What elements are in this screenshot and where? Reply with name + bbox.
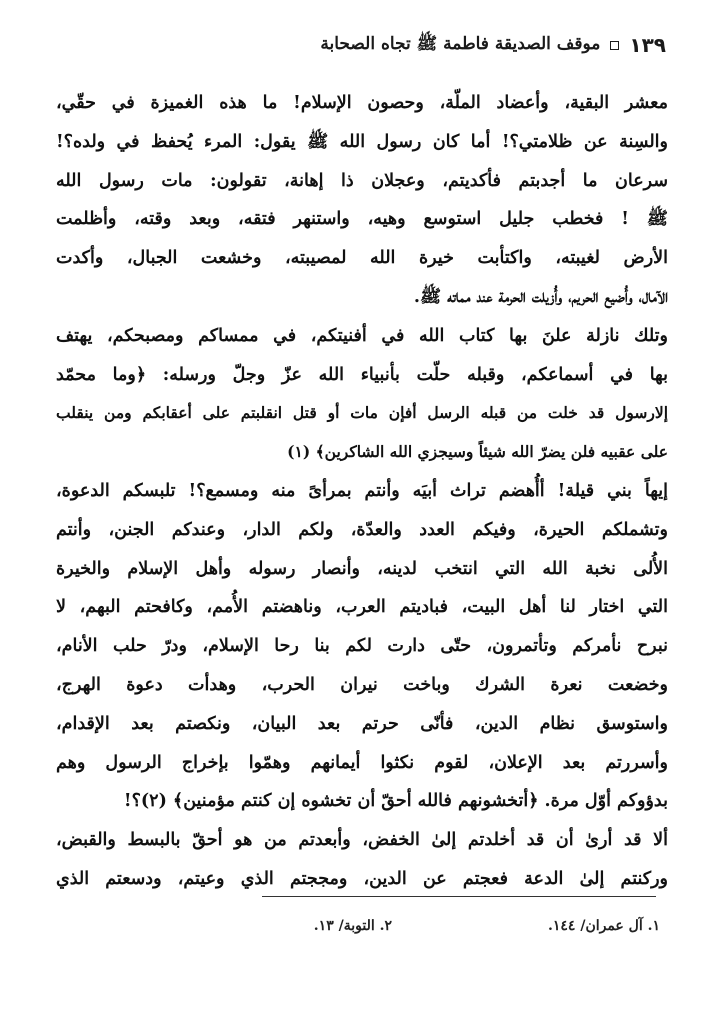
text-line: وتلك نازلة علنَ بها كتاب الله في أفنيتكم، في ممساكم ومصبحكم، يهتف <box>56 325 668 346</box>
square-separator-icon <box>610 41 619 50</box>
text-line: ألا قد أرىٰ أن قد أخلدتم إلىٰ الخفض، وأبعدتم من هو أحقّ بالبسط والقبض، <box>56 830 668 851</box>
text-line: الأرض لغيبته، واكتأبت خيرة الله لمصيبته، وخشعت الجبال، وأكدت <box>56 248 668 269</box>
text-line: بها في أسماعكم، وقبله حلّت بأنبياء الله عزّ وجلّ ورسله: ﴿وما محمّد <box>56 364 668 385</box>
text-line: إيهاً بني قيلة! أأُهضم تراث أبيَه وأنتم بمرأىً منه ومسمع؟! تلبسكم الدعوة، <box>56 480 668 501</box>
header-title: موقف الصديقة فاطمة ﷺ تجاه الصحابة <box>320 33 601 54</box>
text-line: نبرح نأمركم وتأتمرون، حتّى دارت لكم بنا رحا الإسلام، ودرّ حلب الأنام، <box>56 636 668 657</box>
body-text <box>56 84 668 899</box>
page-number: ١٣٩ <box>629 33 666 57</box>
text-line: الأُلى نخبة الله التي انتخب لدينه، وأنصار رسوله وأهل الإسلام والخيرة <box>56 558 668 579</box>
text-line: والسِنة عن ظلامتي؟! أما كان رسول الله ﷺ يقول: المرء يُحفظ في ولده؟! <box>56 131 668 152</box>
text-line: وركنتم إلىٰ الدعة فعجتم عن الدين، ومججتم الذي وعيتم، ودسعتم الذي <box>56 868 668 889</box>
text-line: واستوسق نظام الدين، فأنّى حرتم بعد البيان، ونكصتم بعد الإقدام، <box>56 713 668 734</box>
footnote-2: ٢. التوبة/ ١٣. <box>313 918 392 934</box>
footnotes <box>60 918 660 942</box>
footnote-divider <box>262 896 656 897</box>
text-line: وتشملكم الحيرة، وفيكم العدد والعدّة، ولكم الدار، وعندكم الجنن، وأنتم <box>56 519 668 540</box>
quran-verse-line: إلارسول قد خلت من قبله الرسل أفإن مات أو قتل انقلبتم على أعقابكم ومن ينقلب <box>56 403 668 423</box>
text-line: سرعان ما أجدبتم فأكديتم، وعجلان ذا إهانة، تقولون: مات رسول الله <box>56 170 668 191</box>
text-line: وخضعت نعرة الشرك وباخت نيران الحرب، وهدأت دعوة الهرج، <box>56 674 668 695</box>
text-line: بدؤوكم أوّل مرة. ﴿أتخشونهم فالله أحقّ أن تخشوه إن كنتم مؤمنين﴾ (٢)؟! <box>123 791 668 812</box>
text-line: الآمال، وأُضيع الحريم، وأُزيلت الحرمة عند مماته ﷺ. <box>413 286 668 307</box>
text-line: وأسررتم بعد الإعلان، لقوم نكثوا أيمانهم وهمّوا بإخراج الرسول وهم <box>56 752 668 773</box>
text-line: التي اختار لنا أهل البيت، فباديتم العرب، وناهضتم الأُمم، وكافحتم البهم، لا <box>56 597 668 618</box>
running-header <box>60 28 666 62</box>
text-line: معشر البقية، وأعضاد الملّة، وحصون الإسلام! ما هذه الغميزة في حقّي، <box>56 93 668 113</box>
text-line: ﷺ ! فخطب جليل استوسع وهيه، واستنهر فتقه، وبعد وقته، وأظلمت <box>56 209 668 230</box>
quran-verse-line: على عقبيه فلن يضرّ الله شيئاً وسيجزي الله الشاكرين﴾ (١) <box>287 442 668 462</box>
footnote-1: ١. آل عمران/ ١٤٤. <box>548 918 660 934</box>
